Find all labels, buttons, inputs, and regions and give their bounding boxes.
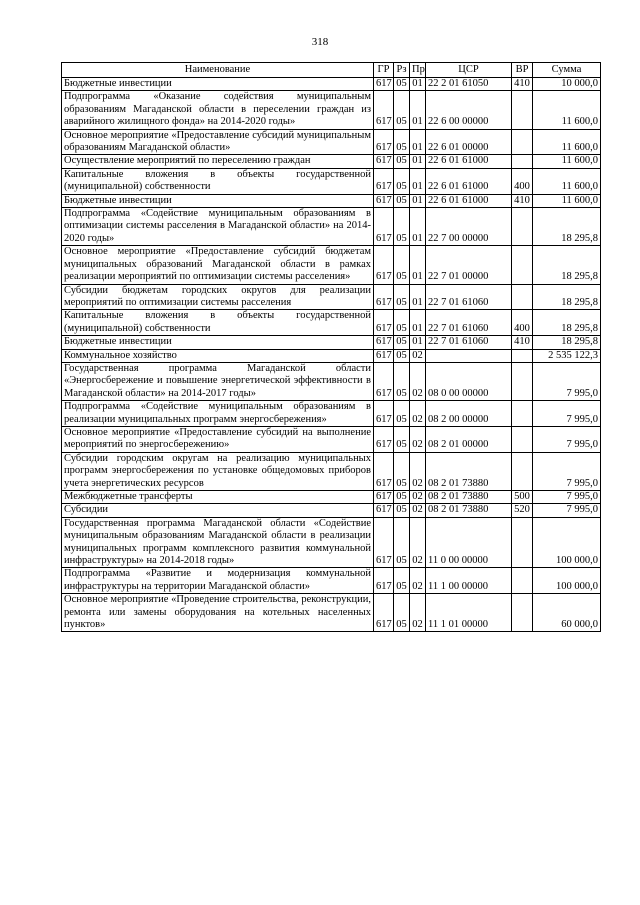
table-row (62, 246, 601, 284)
cell-name: Капитальные вложения в объекты государственной (муниципальной) собственности (62, 168, 374, 194)
cell-csr: 22 6 00 00000 (426, 91, 512, 129)
cell-sum: 11 600,0 (533, 155, 601, 168)
cell-csr: 22 7 01 61060 (426, 310, 512, 336)
table-row (62, 155, 601, 168)
cell-gr: 617 (374, 284, 394, 310)
cell-name: Основное мероприятие «Предоставление субсидий муниципальным образованиям Магаданской области» (62, 129, 374, 155)
table-row (62, 517, 601, 568)
cell-csr: 22 7 01 00000 (426, 246, 512, 284)
cell-rz: 05 (394, 208, 410, 246)
cell-sum: 60 000,0 (533, 594, 601, 632)
cell-name: Подпрограмма «Содействие муниципальным образованиям в оптимизации системы расселения в Магаданской области» на 2014-2020 годы» (62, 208, 374, 246)
cell-sum: 7 995,0 (533, 452, 601, 490)
cell-sum: 100 000,0 (533, 568, 601, 594)
table-body (62, 78, 601, 632)
cell-sum: 11 600,0 (533, 91, 601, 129)
cell-vr (512, 452, 533, 490)
cell-gr: 617 (374, 246, 394, 284)
cell-rz: 05 (394, 78, 410, 91)
cell-pr: 01 (410, 336, 426, 349)
cell-name: Бюджетные инвестиции (62, 194, 374, 207)
cell-rz: 05 (394, 594, 410, 632)
cell-gr: 617 (374, 194, 394, 207)
cell-gr: 617 (374, 155, 394, 168)
cell-vr (512, 401, 533, 427)
cell-sum: 2 535 122,3 (533, 349, 601, 362)
cell-rz: 05 (394, 491, 410, 504)
cell-rz: 05 (394, 194, 410, 207)
cell-sum: 11 600,0 (533, 129, 601, 155)
cell-pr: 01 (410, 91, 426, 129)
cell-gr: 617 (374, 336, 394, 349)
cell-name: Государственная программа Магаданской области «Энергосбережение и повышение энергетической эффективности в Магаданской области» на 2014-2017 годы» (62, 362, 374, 400)
cell-pr: 01 (410, 208, 426, 246)
cell-vr (512, 91, 533, 129)
cell-vr: 410 (512, 194, 533, 207)
table-row (62, 568, 601, 594)
cell-csr: 08 2 00 00000 (426, 401, 512, 427)
cell-vr: 410 (512, 78, 533, 91)
cell-pr: 02 (410, 362, 426, 400)
cell-gr: 617 (374, 208, 394, 246)
cell-sum: 11 600,0 (533, 194, 601, 207)
cell-name: Основное мероприятие «Предоставление субсидий на выполнение мероприятий по энергосбережению» (62, 426, 374, 452)
cell-gr: 617 (374, 78, 394, 91)
table-row (62, 452, 601, 490)
cell-sum: 7 995,0 (533, 426, 601, 452)
cell-vr: 520 (512, 504, 533, 517)
cell-sum: 100 000,0 (533, 517, 601, 568)
table-row (62, 168, 601, 194)
cell-gr: 617 (374, 504, 394, 517)
cell-gr: 617 (374, 426, 394, 452)
table-row (62, 284, 601, 310)
cell-sum: 7 995,0 (533, 491, 601, 504)
cell-pr: 02 (410, 401, 426, 427)
cell-vr (512, 208, 533, 246)
cell-sum: 18 295,8 (533, 336, 601, 349)
cell-sum: 7 995,0 (533, 362, 601, 400)
cell-vr (512, 594, 533, 632)
table-row (62, 208, 601, 246)
cell-vr (512, 155, 533, 168)
cell-gr: 617 (374, 517, 394, 568)
cell-rz: 05 (394, 504, 410, 517)
cell-sum: 7 995,0 (533, 401, 601, 427)
cell-rz: 05 (394, 91, 410, 129)
cell-rz: 05 (394, 155, 410, 168)
cell-pr: 01 (410, 246, 426, 284)
cell-csr: 11 0 00 00000 (426, 517, 512, 568)
cell-vr (512, 517, 533, 568)
header-vr: ВР (512, 63, 533, 78)
cell-name: Основное мероприятие «Проведение строительства, реконструкции, ремонта или замены оборудования на котельных населенных пунктов» (62, 594, 374, 632)
cell-gr: 617 (374, 349, 394, 362)
cell-sum: 7 995,0 (533, 504, 601, 517)
cell-csr: 11 1 01 00000 (426, 594, 512, 632)
table-row (62, 491, 601, 504)
cell-vr (512, 568, 533, 594)
cell-vr: 410 (512, 336, 533, 349)
cell-gr: 617 (374, 310, 394, 336)
cell-csr: 22 7 01 61060 (426, 336, 512, 349)
cell-name: Капитальные вложения в объекты государственной (муниципальной) собственности (62, 310, 374, 336)
cell-name: Субсидии городским округам на реализацию муниципальных программ энергосбережения по установке общедомовых приборов учета энергетических ресурсов (62, 452, 374, 490)
cell-pr: 01 (410, 155, 426, 168)
cell-pr: 02 (410, 452, 426, 490)
cell-pr: 01 (410, 168, 426, 194)
table-row (62, 129, 601, 155)
cell-name: Субсидии (62, 504, 374, 517)
table-row (62, 91, 601, 129)
cell-name: Субсидии бюджетам городских округов для реализации мероприятий по оптимизации системы расселения (62, 284, 374, 310)
cell-vr: 400 (512, 310, 533, 336)
cell-pr: 02 (410, 504, 426, 517)
cell-vr (512, 246, 533, 284)
header-sum: Сумма (533, 63, 601, 78)
cell-pr: 01 (410, 78, 426, 91)
cell-csr: 08 2 01 73880 (426, 491, 512, 504)
cell-rz: 05 (394, 426, 410, 452)
cell-name: Межбюджетные трансферты (62, 491, 374, 504)
cell-pr: 02 (410, 426, 426, 452)
cell-gr: 617 (374, 452, 394, 490)
cell-name: Бюджетные инвестиции (62, 78, 374, 91)
cell-name: Основное мероприятие «Предоставление субсидий бюджетам муниципальных образований Магаданской области в рамках реализации мероприятий по оптимизации системы расселения» (62, 246, 374, 284)
cell-vr (512, 362, 533, 400)
cell-gr: 617 (374, 129, 394, 155)
cell-sum: 11 600,0 (533, 168, 601, 194)
cell-gr: 617 (374, 401, 394, 427)
cell-name: Коммунальное хозяйство (62, 349, 374, 362)
table-row (62, 336, 601, 349)
cell-csr: 08 2 01 73880 (426, 504, 512, 517)
table-row (62, 78, 601, 91)
cell-sum: 10 000,0 (533, 78, 601, 91)
cell-csr: 22 6 01 00000 (426, 129, 512, 155)
cell-rz: 05 (394, 129, 410, 155)
table-header-row (62, 63, 601, 78)
table-row (62, 504, 601, 517)
cell-gr: 617 (374, 594, 394, 632)
cell-vr (512, 284, 533, 310)
cell-sum: 18 295,8 (533, 284, 601, 310)
table-row (62, 401, 601, 427)
cell-gr: 617 (374, 362, 394, 400)
cell-name: Подпрограмма «Оказание содействия муниципальным образованиям Магаданской области в переселении граждан из аварийного жилищного фонда» на 2014-2020 годы» (62, 91, 374, 129)
cell-vr (512, 129, 533, 155)
cell-gr: 617 (374, 491, 394, 504)
cell-name: Государственная программа Магаданской области «Содействие муниципальным образованиям Магаданской области в реализации муниципальных программ комплексного развития коммунальной инфраструктуры» на 2014-2018 годы» (62, 517, 374, 568)
cell-csr (426, 349, 512, 362)
cell-pr: 02 (410, 517, 426, 568)
cell-pr: 02 (410, 491, 426, 504)
page-number: 318 (311, 36, 329, 48)
header-csr: ЦСР (426, 63, 512, 78)
cell-rz: 05 (394, 310, 410, 336)
cell-rz: 05 (394, 517, 410, 568)
header-pr: Пр (410, 63, 426, 78)
cell-csr: 11 1 00 00000 (426, 568, 512, 594)
cell-rz: 05 (394, 336, 410, 349)
cell-name: Подпрограмма «Содействие муниципальным образованиям в реализации муниципальных программ энергосбережения» (62, 401, 374, 427)
header-rz: Рз (394, 63, 410, 78)
cell-pr: 02 (410, 568, 426, 594)
table-row (62, 194, 601, 207)
cell-gr: 617 (374, 168, 394, 194)
table-row (62, 426, 601, 452)
cell-pr: 02 (410, 349, 426, 362)
table-row (62, 310, 601, 336)
table-row (62, 594, 601, 632)
cell-rz: 05 (394, 349, 410, 362)
cell-sum: 18 295,8 (533, 208, 601, 246)
cell-rz: 05 (394, 168, 410, 194)
cell-pr: 01 (410, 310, 426, 336)
header-name: Наименование (62, 63, 374, 78)
cell-rz: 05 (394, 401, 410, 427)
cell-sum: 18 295,8 (533, 246, 601, 284)
cell-rz: 05 (394, 284, 410, 310)
cell-rz: 05 (394, 362, 410, 400)
cell-sum: 18 295,8 (533, 310, 601, 336)
cell-pr: 01 (410, 284, 426, 310)
cell-pr: 01 (410, 194, 426, 207)
budget-table (61, 62, 601, 632)
cell-rz: 05 (394, 452, 410, 490)
cell-vr (512, 349, 533, 362)
cell-csr: 22 6 01 61000 (426, 194, 512, 207)
header-gr: ГР (374, 63, 394, 78)
cell-rz: 05 (394, 568, 410, 594)
cell-vr: 400 (512, 168, 533, 194)
cell-pr: 01 (410, 129, 426, 155)
cell-gr: 617 (374, 568, 394, 594)
cell-csr: 22 6 01 61000 (426, 155, 512, 168)
cell-csr: 22 6 01 61000 (426, 168, 512, 194)
table-row (62, 362, 601, 400)
cell-csr: 22 2 01 61050 (426, 78, 512, 91)
cell-csr: 08 2 01 00000 (426, 426, 512, 452)
cell-csr: 22 7 01 61060 (426, 284, 512, 310)
cell-name: Осуществление мероприятий по переселению граждан (62, 155, 374, 168)
cell-csr: 22 7 00 00000 (426, 208, 512, 246)
cell-name: Бюджетные инвестиции (62, 336, 374, 349)
cell-csr: 08 0 00 00000 (426, 362, 512, 400)
cell-name: Подпрограмма «Развитие и модернизация коммунальной инфраструктуры на территории Магаданской области» (62, 568, 374, 594)
cell-csr: 08 2 01 73880 (426, 452, 512, 490)
table-row (62, 349, 601, 362)
cell-vr (512, 426, 533, 452)
cell-rz: 05 (394, 246, 410, 284)
cell-gr: 617 (374, 91, 394, 129)
cell-pr: 02 (410, 594, 426, 632)
cell-vr: 500 (512, 491, 533, 504)
